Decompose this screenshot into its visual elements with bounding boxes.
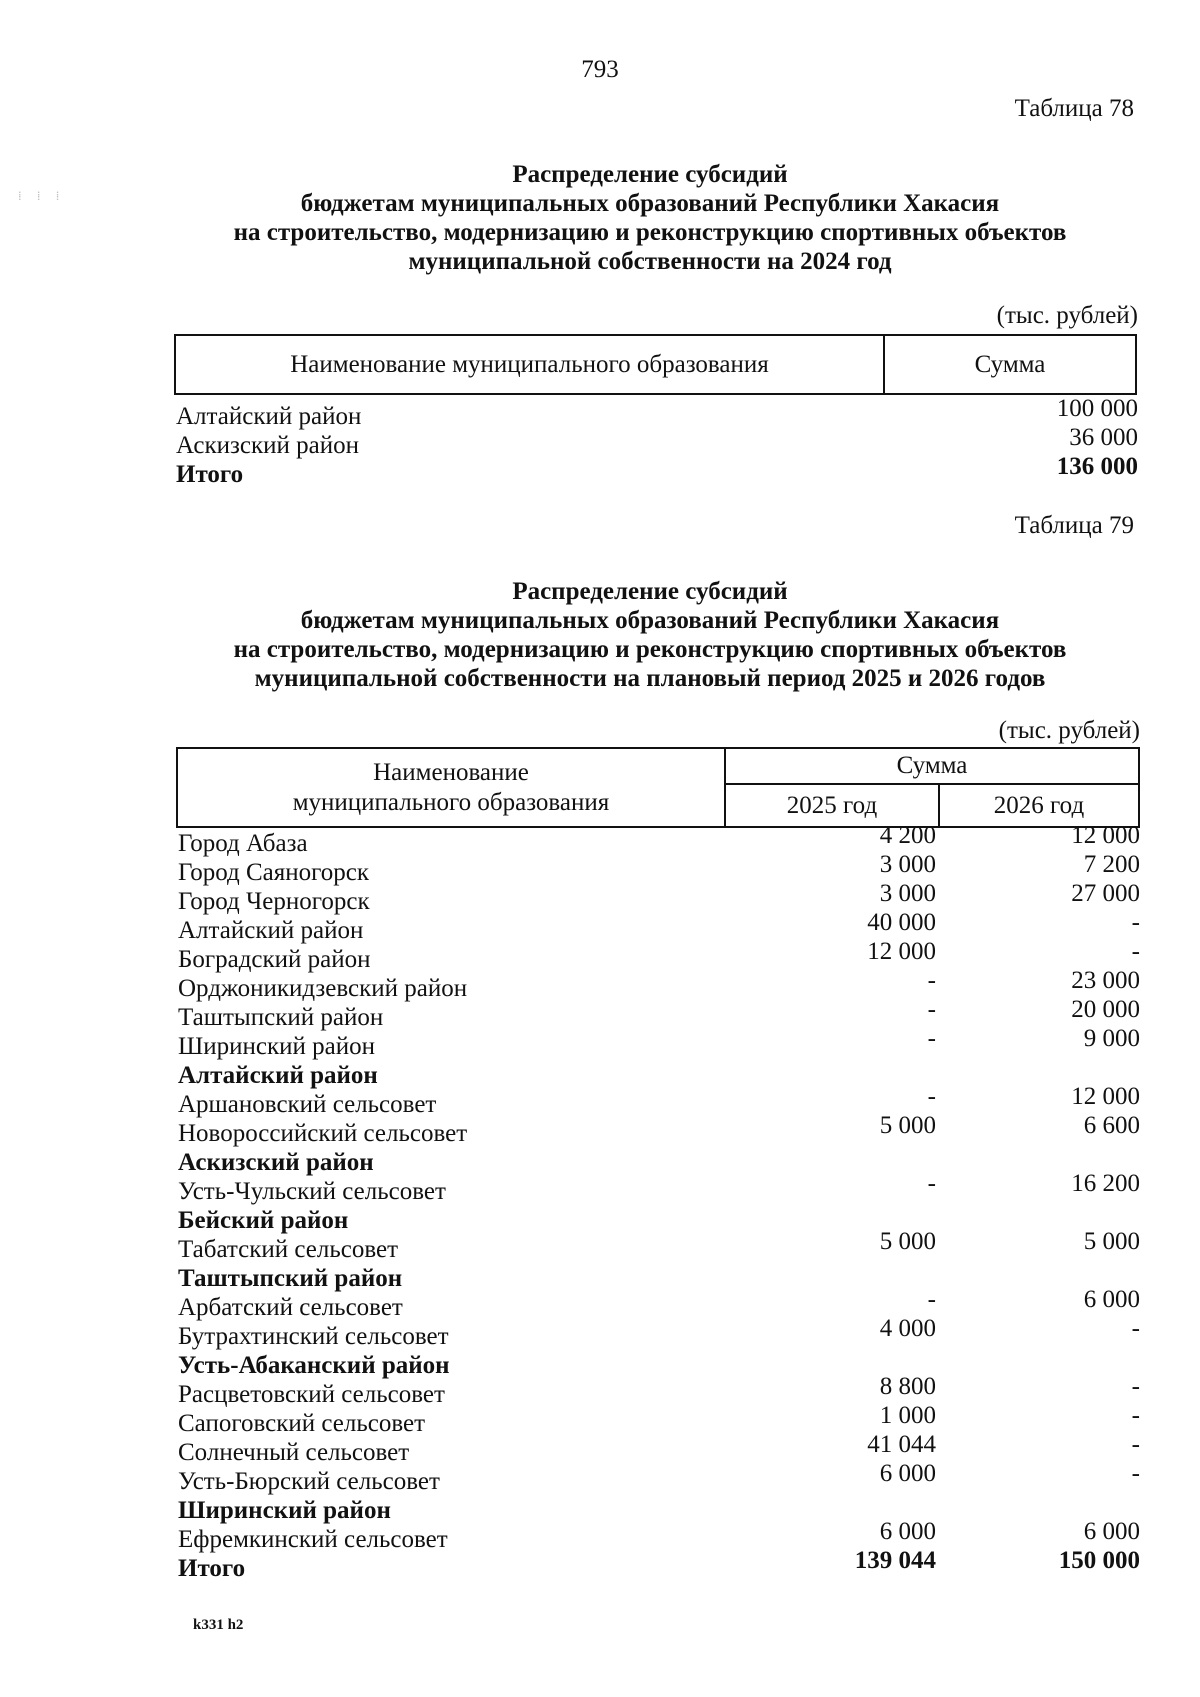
table-row <box>178 1112 1142 1148</box>
table-row <box>178 1315 1142 1351</box>
title-line: на строительство, модернизацию и реконструкцию спортивных объектов <box>233 636 1067 663</box>
table-row <box>178 1518 1142 1554</box>
table-78-label: Таблица 78 <box>1014 95 1134 122</box>
value-2026: 12 000 <box>1071 822 1140 849</box>
value-2025: 6 000 <box>879 1518 936 1545</box>
table-row <box>178 1402 1142 1438</box>
header-name-line: Наименование <box>373 758 529 786</box>
row-name: Ефремкинский сельсовет <box>178 1526 448 1553</box>
value-2026: - <box>1131 938 1140 965</box>
total-2026-value: 150 000 <box>1058 1547 1140 1574</box>
group-heading-row <box>178 1264 1142 1293</box>
value-2025: 3 000 <box>879 880 936 907</box>
row-name: Город Абаза <box>178 830 308 857</box>
table-78-header <box>174 334 1137 395</box>
table-row <box>178 1228 1142 1264</box>
value-2026: 6 600 <box>1083 1112 1140 1139</box>
row-name: Аскизский район <box>178 1149 374 1176</box>
row-name: Город Черногорск <box>178 888 370 915</box>
table-row <box>178 851 1142 887</box>
title-line: бюджетам муниципальных образований Республики Хакасия <box>300 607 1000 634</box>
value-2026: 12 000 <box>1071 1083 1140 1110</box>
value-2026: 6 000 <box>1083 1518 1140 1545</box>
title-line: муниципальной собственности на 2024 год <box>408 248 892 275</box>
value-2025: 5 000 <box>879 1228 936 1255</box>
title-line: Распределение субсидий <box>512 161 788 188</box>
row-name: Алтайский район <box>178 1062 378 1089</box>
table-row <box>178 967 1142 1003</box>
total-label: Итого <box>178 1555 246 1582</box>
table-78-body <box>176 395 1138 489</box>
total-row <box>176 453 1138 489</box>
title-line: бюджетам муниципальных образований Республики Хакасия <box>300 190 1000 217</box>
value-2026: - <box>1131 1460 1140 1487</box>
row-name: Таштыпский район <box>178 1004 384 1031</box>
row-name: Аскизский район <box>176 432 360 459</box>
value-2025: - <box>927 1286 936 1313</box>
value-2026: 7 200 <box>1083 851 1140 878</box>
table-row <box>178 822 1142 858</box>
page-number: 793 <box>581 56 619 83</box>
value-2026: 9 000 <box>1083 1025 1140 1052</box>
title-line: муниципальной собственности на плановый период 2025 и 2026 годов <box>254 665 1046 692</box>
value-2025: 8 800 <box>879 1373 936 1400</box>
row-name: Расцветовский сельсовет <box>178 1381 445 1408</box>
row-name: Табатский сельсовет <box>178 1236 399 1263</box>
row-name: Ширинский район <box>178 1497 391 1524</box>
row-value: 100 000 <box>1056 395 1138 422</box>
table-row <box>178 1373 1142 1409</box>
header-name-line: муниципального образования <box>292 788 610 816</box>
total-row <box>178 1547 1142 1583</box>
header-name-cell: Наименование муниципального образования <box>175 335 884 394</box>
row-name: Усть-Абаканский район <box>178 1352 450 1379</box>
row-name: Алтайский район <box>178 917 364 944</box>
table-row <box>178 1460 1142 1496</box>
table-row <box>178 1025 1142 1061</box>
margin-mark: ⁞ ⁞ ⁞ <box>18 188 66 203</box>
header-sum-cell: Сумма <box>725 748 1139 784</box>
row-name: Алтайский район <box>176 403 362 430</box>
value-2026: - <box>1131 909 1140 936</box>
row-name: Солнечный сельсовет <box>178 1439 410 1466</box>
value-2025: 4 000 <box>879 1315 936 1342</box>
table-row <box>176 424 1138 460</box>
table-row <box>178 1286 1142 1322</box>
table-row <box>178 996 1142 1032</box>
value-2025: 3 000 <box>879 851 936 878</box>
group-heading-row <box>178 1148 1142 1177</box>
group-heading-row <box>178 1061 1142 1090</box>
row-name: Бейский район <box>178 1207 349 1234</box>
value-2026: - <box>1131 1373 1140 1400</box>
header-2026-cell: 2026 год <box>939 784 1139 827</box>
value-2025: 5 000 <box>879 1112 936 1139</box>
value-2026: 6 000 <box>1083 1286 1140 1313</box>
header-name-cell <box>177 748 725 827</box>
group-heading-row <box>178 1351 1142 1380</box>
value-2025: - <box>927 967 936 994</box>
title-line: Распределение субсидий <box>512 578 788 605</box>
table-79-units: (тыс. рублей) <box>998 717 1140 744</box>
value-2026: 23 000 <box>1071 967 1140 994</box>
table-row <box>178 1431 1142 1467</box>
row-name: Боградский район <box>178 946 371 973</box>
value-2025: 40 000 <box>867 909 936 936</box>
value-2026: 27 000 <box>1071 880 1140 907</box>
table-79-title <box>140 577 1160 693</box>
table-79-header <box>176 747 1140 828</box>
value-2026: - <box>1131 1431 1140 1458</box>
row-name: Орджоникидзевский район <box>178 975 468 1002</box>
row-name: Усть-Чульский сельсовет <box>178 1178 446 1205</box>
row-name: Аршановский сельсовет <box>178 1091 437 1118</box>
table-row <box>178 1170 1142 1206</box>
table-78-units: (тыс. рублей) <box>996 302 1138 329</box>
value-2025: - <box>927 1083 936 1110</box>
total-label: Итого <box>176 461 244 488</box>
value-2026: - <box>1131 1402 1140 1429</box>
value-2026: 5 000 <box>1083 1228 1140 1255</box>
table-row <box>178 909 1142 945</box>
row-name: Арбатский сельсовет <box>178 1294 403 1321</box>
row-name: Таштыпский район <box>178 1265 403 1292</box>
total-2025-value: 139 044 <box>854 1547 936 1574</box>
value-2026: 16 200 <box>1071 1170 1140 1197</box>
row-value: 36 000 <box>1069 424 1138 451</box>
total-value: 136 000 <box>1056 453 1138 480</box>
header-2025-cell: 2025 год <box>725 784 939 827</box>
value-2026: - <box>1131 1315 1140 1342</box>
row-name: Город Саяногорск <box>178 859 370 886</box>
row-name: Усть-Бюрский сельсовет <box>178 1468 440 1495</box>
row-name: Новороссийский сельсовет <box>178 1120 468 1147</box>
footer-code: k331 h2 <box>193 1617 244 1633</box>
group-heading-row <box>178 1206 1142 1235</box>
value-2025: - <box>927 1170 936 1197</box>
value-2025: - <box>927 996 936 1023</box>
table-row <box>176 395 1138 431</box>
title-line: на строительство, модернизацию и реконструкцию спортивных объектов <box>233 219 1067 246</box>
row-name: Ширинский район <box>178 1033 375 1060</box>
table-row <box>178 1083 1142 1119</box>
value-2025: 4 200 <box>879 822 936 849</box>
value-2025: 12 000 <box>867 938 936 965</box>
value-2025: 1 000 <box>879 1402 936 1429</box>
header-sum-cell: Сумма <box>884 335 1136 394</box>
value-2025: 41 044 <box>867 1431 936 1458</box>
table-79-label: Таблица 79 <box>1014 512 1134 539</box>
table-row <box>178 938 1142 974</box>
row-name: Бутрахтинский сельсовет <box>178 1323 449 1350</box>
table-79-body <box>178 822 1142 1583</box>
value-2025: 6 000 <box>879 1460 936 1487</box>
value-2026: 20 000 <box>1071 996 1140 1023</box>
table-78-title <box>140 160 1160 276</box>
table-row <box>178 880 1142 916</box>
group-heading-row <box>178 1496 1142 1525</box>
value-2025: - <box>927 1025 936 1052</box>
row-name: Сапоговский сельсовет <box>178 1410 426 1437</box>
